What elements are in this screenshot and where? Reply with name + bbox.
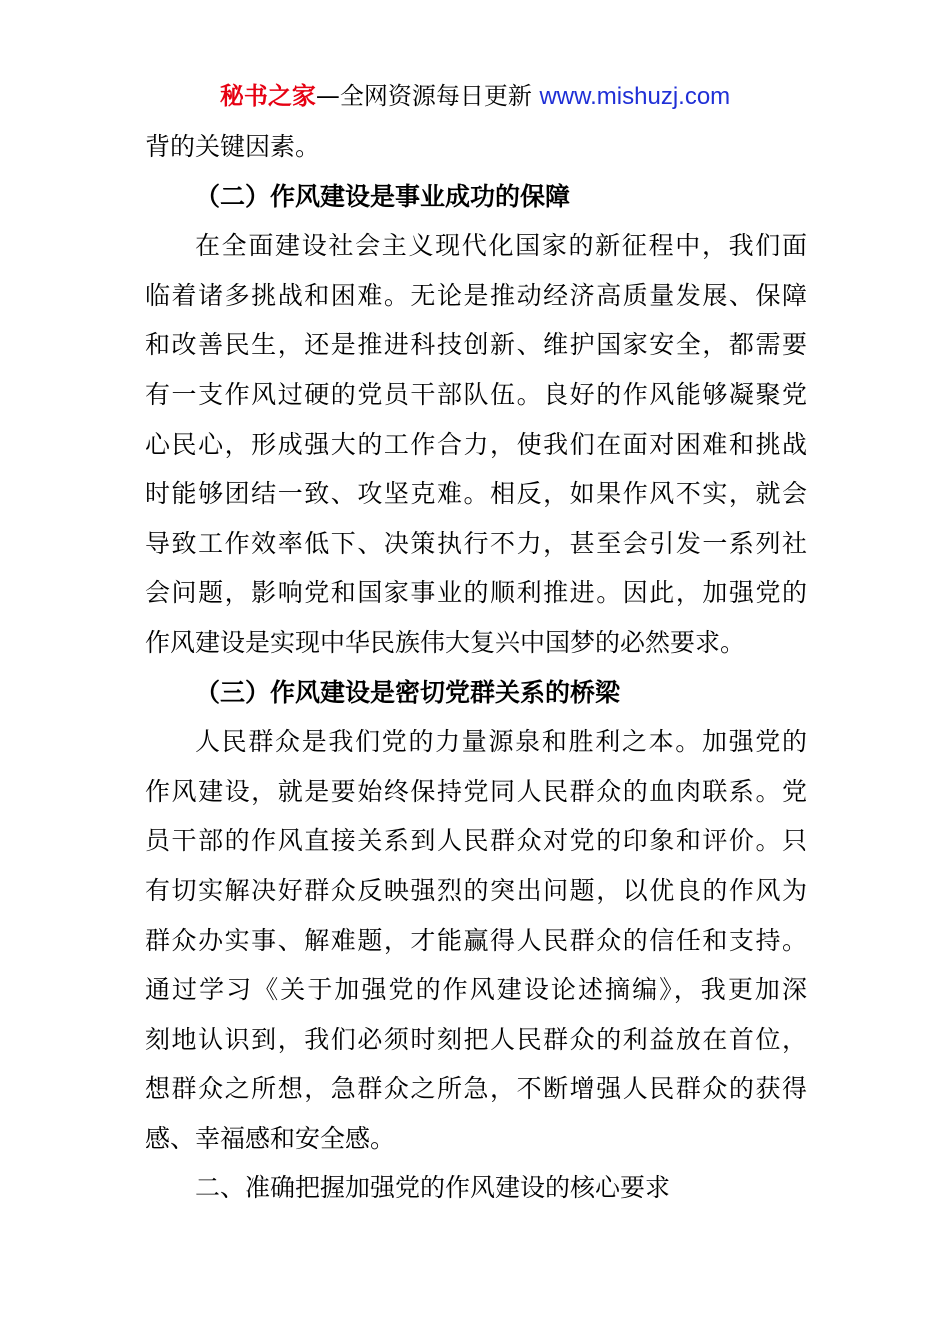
paragraph-line: 刻地认识到，我们必须时刻把人民群众的利益放在首位， — [145, 1024, 807, 1054]
paragraph-line: 会问题，影响党和国家事业的顺利推进。因此，加强党的 — [145, 578, 807, 608]
paragraph-line: 员干部的作风直接关系到人民群众对党的印象和评价。只 — [145, 826, 807, 856]
section-heading: （三）作风建设是密切党群关系的桥梁 — [195, 677, 621, 707]
paragraph-line: 作风建设，就是要始终保持党同人民群众的血肉联系。党 — [145, 776, 807, 806]
paragraph-line: 时能够团结一致、攻坚克难。相反，如果作风不实，就会 — [145, 479, 807, 509]
section-heading: （二）作风建设是事业成功的保障 — [195, 181, 571, 211]
paragraph-line: 临着诸多挑战和困难。无论是推动经济高质量发展、保障 — [145, 280, 807, 310]
paragraph-line: 和改善民生，还是推进科技创新、维护国家安全，都需要 — [145, 330, 807, 360]
site-header — [0, 80, 950, 113]
paragraph-line: 人民群众是我们党的力量源泉和胜利之本。加强党的 — [195, 727, 807, 757]
paragraph-line: 在全面建设社会主义现代化国家的新征程中，我们面 — [195, 231, 807, 261]
paragraph-line: 有切实解决好群众反映强烈的突出问题，以优良的作风为 — [145, 875, 807, 905]
site-url-link[interactable]: www.mishuzj.com — [539, 83, 731, 110]
paragraph-line: 有一支作风过硬的党员干部队伍。良好的作风能够凝聚党 — [145, 379, 807, 409]
chapter-heading: 二、准确把握加强党的作风建设的核心要求 — [195, 1173, 671, 1203]
header-slogan: —全网资源每日更新 — [315, 82, 532, 110]
brand-name: 秘书之家 — [219, 82, 316, 110]
paragraph-line: 作风建设是实现中华民族伟大复兴中国梦的必然要求。 — [145, 627, 746, 657]
document-body — [145, 122, 807, 1213]
paragraph-line: 感、幸福感和安全感。 — [145, 1123, 396, 1153]
paragraph-line: 导致工作效率低下、决策执行不力，甚至会引发一系列社 — [145, 528, 807, 558]
paragraph-line: 心民心，形成强大的工作合力，使我们在面对困难和挑战 — [145, 429, 807, 459]
paragraph-line: 背的关键因素。 — [145, 132, 321, 161]
paragraph-line: 群众办实事、解难题，才能赢得人民群众的信任和支持。 — [145, 925, 807, 955]
paragraph-line: 想群众之所想，急群众之所急，不断增强人民群众的获得 — [145, 1074, 807, 1104]
paragraph-line: 通过学习《关于加强党的作风建设论述摘编》，我更加深 — [145, 975, 807, 1005]
